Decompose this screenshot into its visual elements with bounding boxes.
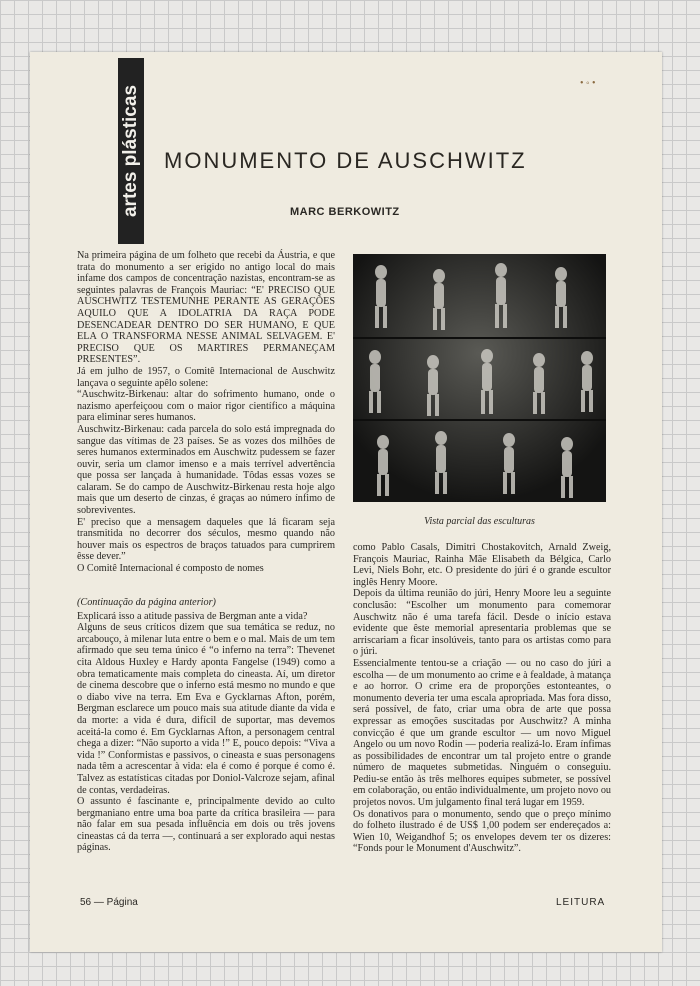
paragraph: O assunto é fascinante e, principalmente devido ao culto bergmaniano entre uma boa parte da crítica brasileira — para não falar em sua pesada influência em dois ou três jovens cineastas cá da terra —, continuará a ser explorado aqui nestas páginas. — [77, 796, 335, 854]
article-title: MONUMENTO DE AUSCHWITZ — [164, 148, 527, 173]
paragraph: Já em julho de 1957, o Comitê Internacional de Auschwitz lançava o seguinte apêlo solene: — [77, 365, 335, 389]
paragraph: Na primeira página de um folheto que recebi da Áustria, e que trata do monumento a ser erigido no antigo local do mais infame dos campos de concentração nazistas, encontram-se as seguintes palavras de François Mauriac: “E' PRECISO QUE AUSCHWITZ TESTEMUNHE PERANTE AS GERAÇÕES AQUILO QUE A IDOLATRIA DA RAÇA PODE DESENCADEAR DENTRO DO SER HUMANO, E QUE ELA O TRANSFORMA NESSE ANIMAL SELVAGEM. E' PRECISO QUE OS MARTIRES PERMANEÇAM PRESENTES”. — [77, 250, 335, 366]
paragraph: Depois da última reunião do júri, Henry Moore leu a seguinte conclusão: “Escolher um monumento para comemorar Auschwitz não é uma tarefa fácil. Desde o início estava evidente que êste memorial apresentaria problemas que se arriscariam a ficar insolúveis, tanto para os artistas como para o júri. — [353, 588, 611, 658]
paragraph: “Auschwitz-Birkenau: altar do sofrimento humano, onde o nazismo aperfeiçoou com o maior rigor científico a máquina para eliminar seres humanos. — [77, 389, 335, 424]
paragraph: O Comitê Internacional é composto de nomes — [77, 563, 264, 575]
paragraph: Alguns de seus críticos dizem que sua temática se reduz, no arcabouço, à milenar luta entre o bem e o mal. Mais de um tem afirmado que seu tema único é “o inferno na terra”: Thevenet cita Aldous Huxley e Hardy aponta Fangelse (1949) como a obra tematicamente mais completa do cineasta. Aí, um diretor de cinema descobre que o inferno está mesmo no mundo e que o diabo vive na terra. Em Eva e Gycklarnas Afton, porém, Bergman esclarece um pouco mais sua atitude diante da vida e da morte: a vida é dura, difícil de suportar, mas devemos aceitá-la como é. Em Gycklarnas Afton, a personagem central chega a dizer: “Não suporto a vida !” E, pouco depois: “Viva a vida !” Conformistas e passivos, o cineasta e suas personagens nada têm a acrescentar à vida: ela é como é porque é como é. Talvez as estatísticas citadas por Doniol-Valcroze sejam, afinal de contas, verdadeiras. — [77, 622, 335, 796]
photo-caption: Vista parcial das esculturas — [424, 516, 535, 527]
article-author: MARC BERKOWITZ — [290, 206, 400, 218]
paragraph: como Pablo Casals, Dimitri Chostakovitch, Arnald Zweig, François Mauriac, Rainha Mãe Elisabeth da Bélgica, Carlo Levi, Niels Bohr, etc. O presidente do júri é o grande escultor inglês Henry Moore. — [353, 542, 611, 588]
paragraph: Explicará isso a atitude passiva de Bergman ante a vida? — [77, 610, 308, 622]
continuation-label: (Continuação da página anterior) — [77, 597, 216, 608]
paragraph: Auschwitz-Birkenau: cada parcela do solo está impregnada do sangue das vítimas de 23 países. Se as vozes dos milhões de seres humanos exterminados em Auschwitz pudessem se fazer ouvir, seria um clamor imenso e a mais terrível advertência que possa ser lançada à humanidade. Tôdas essas vozes se calaram. Se do campo de Auschwitz-Birkenau resta hoje algo mais que um deserto de cinzas, é graças ao número ínfimo de sobreviventes. — [77, 423, 335, 517]
sculpture-figures — [353, 254, 606, 502]
page-number: 56 — Página — [80, 897, 138, 908]
paragraph: Os donativos para o monumento, sendo que o preço mínimo do folheto ilustrado é de US$ 1,00 podem ser endereçados a: Wien 10, Weigandhof 5; os envelopes devem ter os dizeres: “Fonds pour le Monument d'Auschwitz”. — [353, 808, 611, 855]
magazine-name: LEITURA — [556, 897, 606, 908]
paragraph: E' preciso que a mensagem daqueles que lá ficaram seja transmitida no decorrer dos séculos, mesmo quando não houver mais os espectros de braços tatuados para cumprirem êsse dever.” — [77, 516, 335, 563]
section-tab-label: artes plásticas — [120, 84, 141, 218]
column-1-top — [77, 250, 335, 575]
column-1-bottom — [77, 597, 335, 854]
column-2 — [353, 542, 611, 855]
sculptures-photo — [353, 254, 606, 502]
paragraph: Essencialmente tentou-se a criação — ou no caso do júri a escolha — de um monumento ao crime e à fealdade, à matança e ao horror. O crime era de proporções estonteantes, o monumento deveria ter uma escala apropriada. Mas fora disso, será possível, de fato, criar uma obra de arte que possa expressar as emoções suscitadas por Auschwitz? A minha convicção é que um grande escultor — um novo Miguel Angelo ou um novo Rodin — poderia realizá-lo. Eram ínfimas as possibilidades de encontrar um tal projeto entre o grande número de maquetes submetidas. Ninguém o conseguiu. Pediu-se então às três melhores equipes submeter, se possível em colaboração, ou então individualmente, um projeto novo ou projetos novos. Um julgamento final terá lugar em 1959. — [353, 657, 612, 809]
stain-marks: • ◦ • — [580, 78, 596, 89]
